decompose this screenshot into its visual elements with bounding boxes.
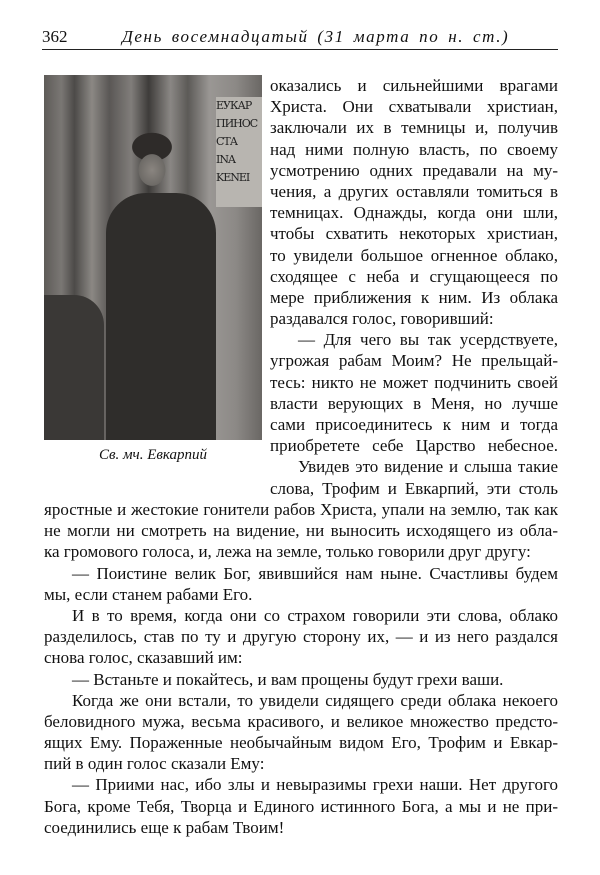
- figure-caption: Св. мч. Евкарпий: [98, 447, 208, 463]
- image-inscription: [216, 97, 262, 207]
- running-header: [42, 27, 558, 50]
- text-line: над ними полную власть, по своему: [270, 139, 558, 159]
- text-line: раздавался голос, говоривший:: [270, 309, 494, 329]
- text-line: сходящее с неба и сгущающееся по: [270, 266, 558, 286]
- text-line: власти верующих в Меня, но лучше: [270, 393, 558, 413]
- text-line: Увидев это видение и слыша такие: [298, 457, 558, 477]
- text-line: усмотрению одних предавали на му-: [270, 160, 558, 180]
- text-line: яростные и жестокие гонители рабов Христа, упали на землю, так как: [44, 500, 558, 519]
- text-line: заключали их в темницы и, получив: [270, 118, 558, 138]
- text-line: Бога, кроме Тебя, Творца и Единого истинного Бога, а мы и не при-: [44, 796, 558, 816]
- text-line: — Для чего вы так усердствуете,: [298, 330, 558, 350]
- text-line: — Встаньте и покайтесь, и вам прощены будут грехи ваши.: [72, 669, 504, 689]
- text-line: соединились еще к рабам Твоим!: [44, 817, 285, 837]
- page-number: 362: [42, 27, 68, 46]
- running-title: День восемнадцатый (31 марта по н. ст.): [122, 27, 510, 46]
- text-line: не могли ни смотреть на видение, ни выносить исходящего из обла-: [44, 521, 558, 541]
- text-line: чения, а других оставляли томиться в: [270, 181, 558, 201]
- text-line: сами присоединитесь к ним и тогда: [270, 415, 558, 434]
- text-line: Когда же они встали, то увидели сидящего среди облака некоего: [72, 690, 558, 710]
- text-line: слова, Трофим и Евкарпий, эти столь: [270, 478, 558, 498]
- text-line: — Поистине велик Бог, явившийся нам ныне. Счастливы будем: [72, 563, 558, 583]
- inscription-line: ΙΝΑ: [216, 153, 235, 166]
- text-line: приобретете себе Царство небесное.: [270, 436, 558, 456]
- text-line: то увидели большое огненное облако,: [270, 245, 558, 265]
- inscription-line: ЕУКАР: [216, 99, 252, 112]
- text-line: И в то время, когда они со страхом говорили эти слова, облако: [72, 605, 558, 625]
- text-column-right: [270, 75, 558, 499]
- text-line: снова голос, сказавший им:: [44, 648, 243, 668]
- text-line: чтобы схватить некоторых христиан,: [270, 224, 558, 244]
- text-body-full-width: [44, 499, 558, 838]
- text-line: мы, если станем рабами Его.: [44, 584, 253, 604]
- inscription-line: СТА: [216, 135, 238, 148]
- inscription-line: ПИНОС: [216, 117, 258, 130]
- text-line: пий в один голос сказали Ему:: [44, 754, 265, 774]
- image-figure-robe: [106, 193, 216, 440]
- image-detail-left: [44, 295, 104, 440]
- text-line: мере приближения к ним. Из облака: [270, 287, 558, 307]
- text-line: тесь: никто не может подчинить своей: [270, 372, 558, 392]
- inscription-line: ΚΕΝΕΙ: [216, 171, 250, 184]
- text-line: темницах. Однажды, когда они шли,: [270, 203, 558, 223]
- text-line: угрожая рабам Моим? Не прельщай-: [270, 351, 558, 371]
- text-line: оказались и сильнейшими врагами: [270, 76, 558, 95]
- text-line: Христа. Они схватывали христиан,: [270, 97, 558, 117]
- text-line: ка громового голоса, и, лежа на земле, только говорили друг другу:: [44, 542, 531, 562]
- icon-image-saint-eucarpius: [44, 75, 262, 440]
- text-line: беловидного мужа, весьма красивого, и великое множество предсто-: [44, 711, 558, 731]
- text-line: — Приими нас, ибо злы и невыразимы грехи наши. Нет другого: [72, 775, 558, 795]
- text-line: ящих Ему. Пораженные необычайным видом Его, Трофим и Евкар-: [44, 733, 558, 753]
- text-line: разделилось, став по ту и другую сторону их, — и из него раздался: [44, 627, 558, 647]
